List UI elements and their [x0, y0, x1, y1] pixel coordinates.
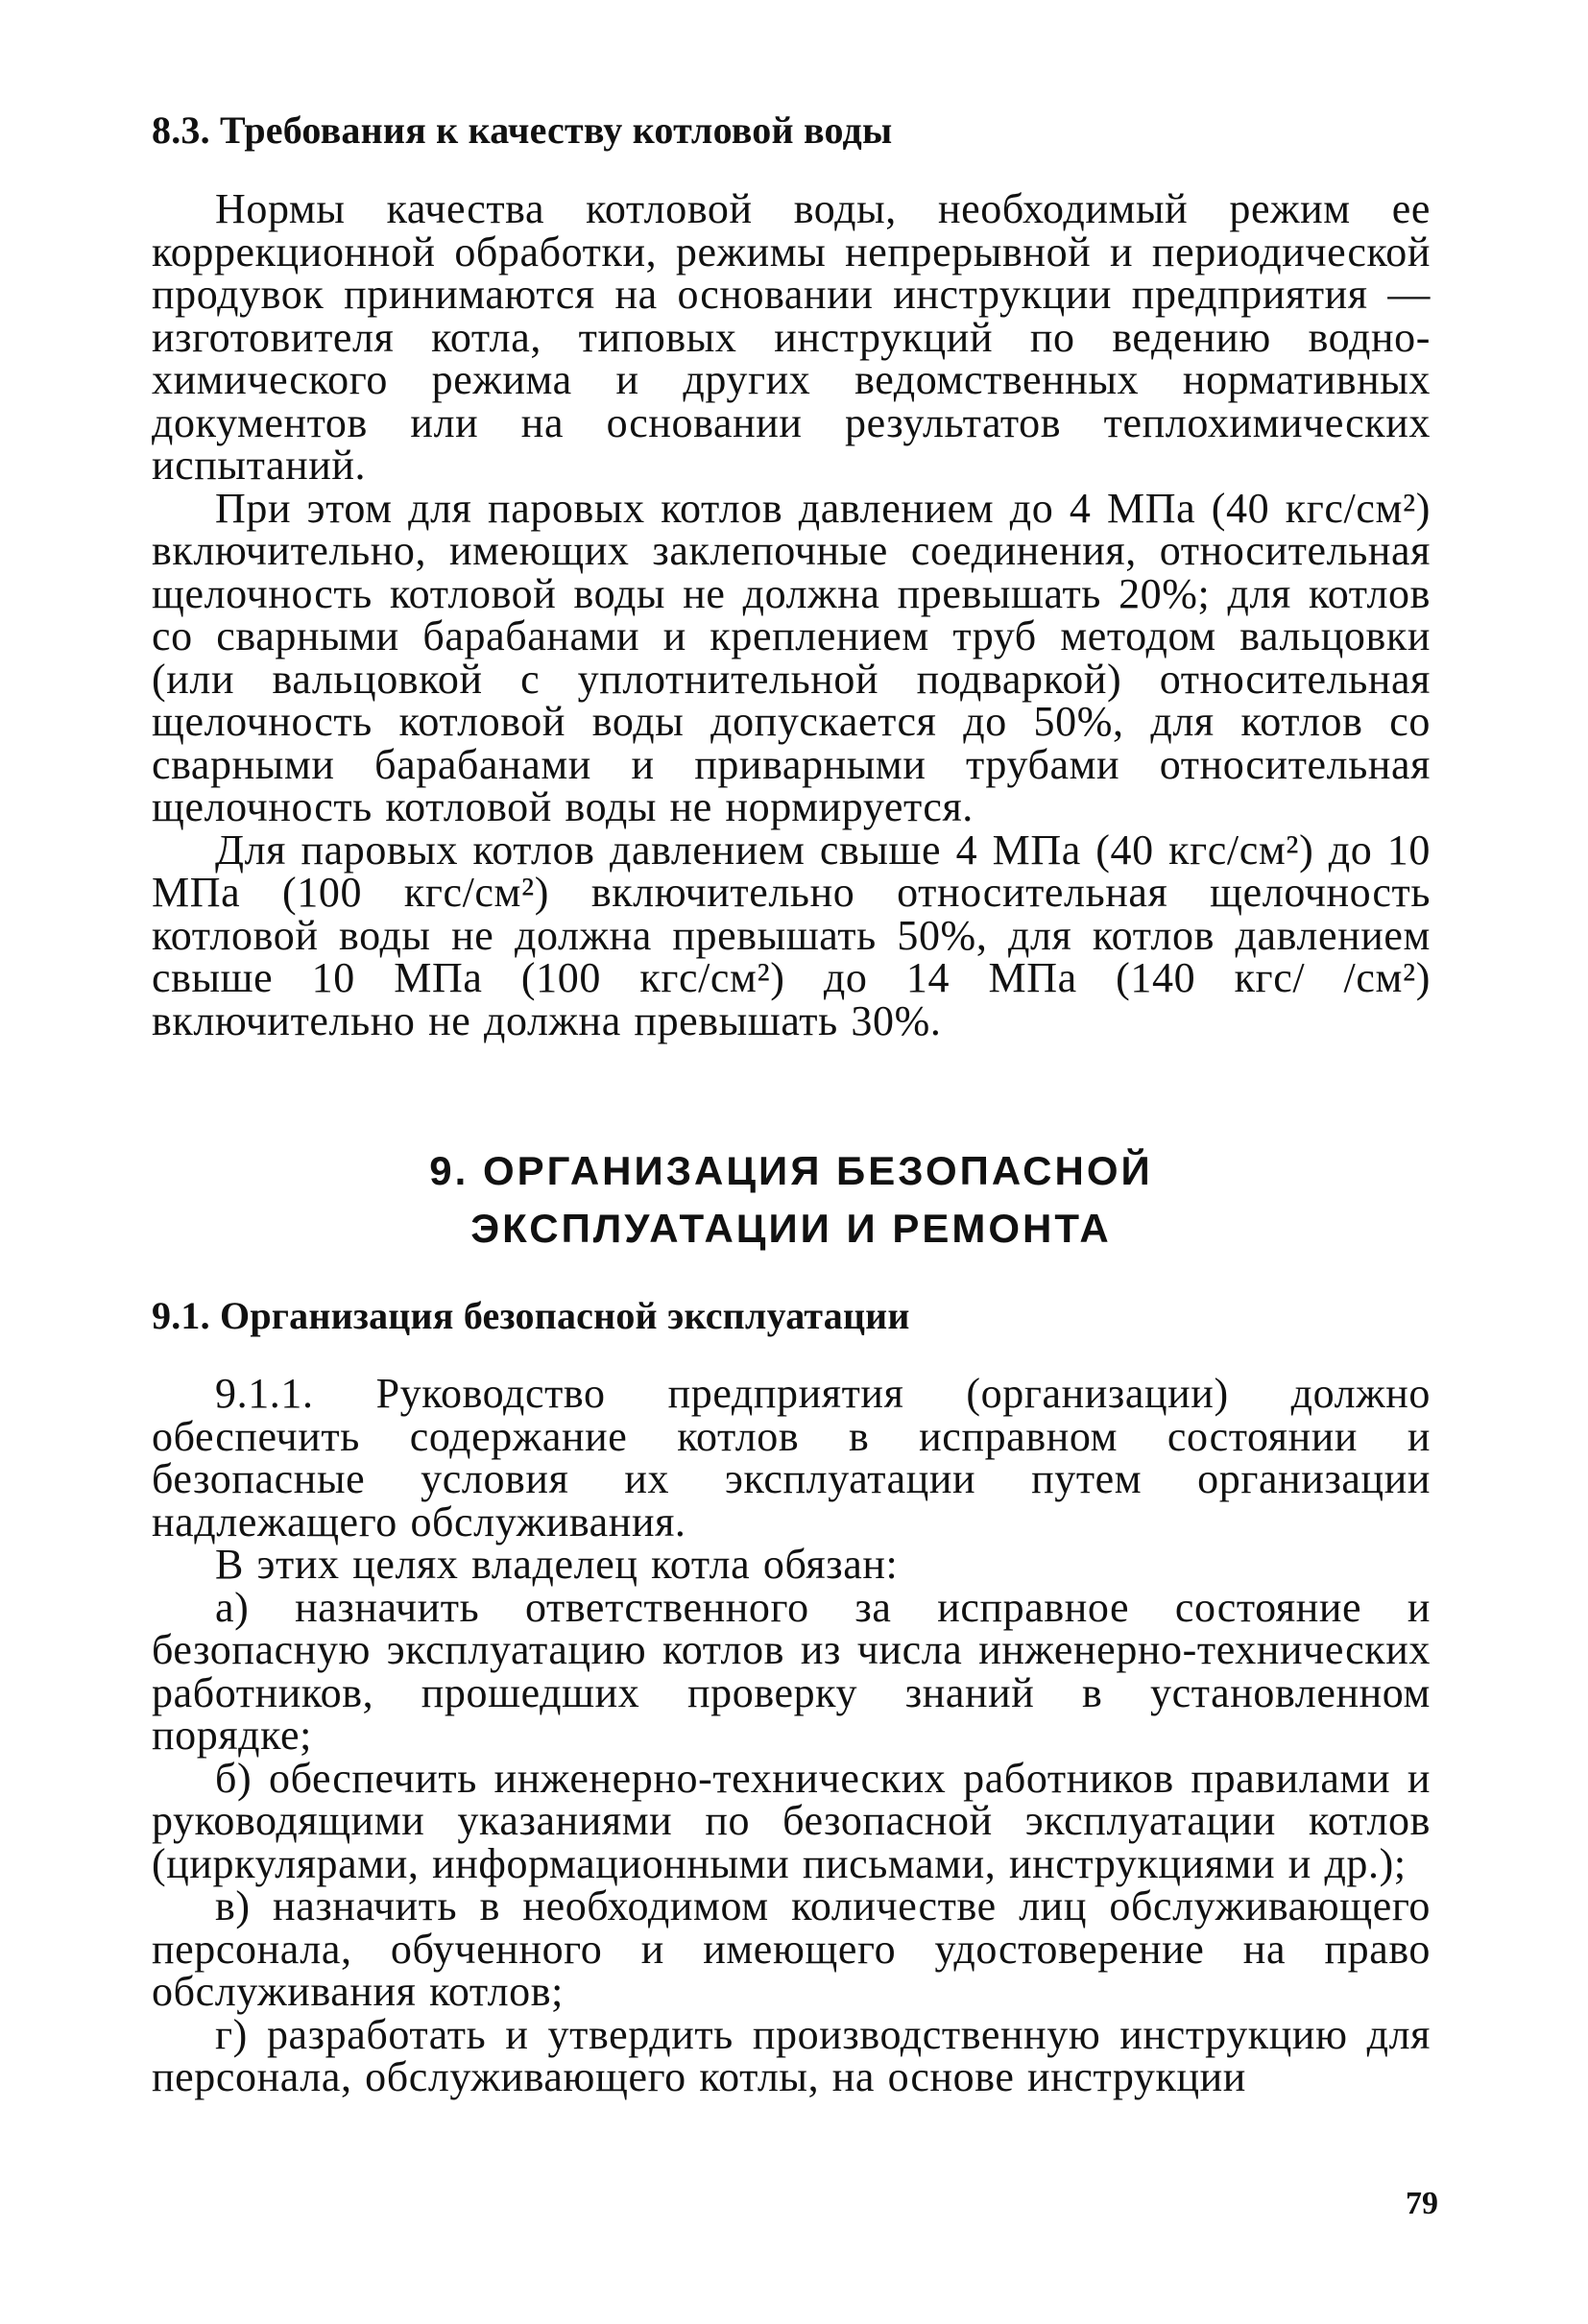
paragraph-water-quality-norms: Нормы качества котловой воды, необходимый режим ее коррекционной обработки, режимы непрерывной и периодической продувок принимаются на основании инструкции предприятия — изготовителя котла, типовых инструкций по ведению водно-химического режима и других ведомственных нормативных документов или на основании результатов теплохимических испытаний. [152, 185, 1431, 489]
section-9-1-heading: 9.1. Организация безопасной эксплуатации [152, 1294, 910, 1337]
section-8-3-heading: 8.3. Требования к качеству котловой воды [152, 108, 893, 152]
section-9-1-body [152, 1370, 1431, 2100]
section-8-3-body [152, 185, 1431, 1044]
list-item-v: в) назначить в необходимом количестве лиц обслуживающего персонала, обученного и имеющего удостоверение на право обслуживания котлов; [152, 1882, 1431, 2015]
chapter-9-title-line-1: 9. ОРГАНИЗАЦИЯ БЕЗОПАСНОЙ [429, 1148, 1153, 1193]
paragraph-9-1-1: 9.1.1. Руководство предприятия (организации) должно обеспечить содержание котлов в исправном состоянии и безопасные условия их эксплуатации путем организации надлежащего обслуживания. [152, 1370, 1431, 1545]
chapter-9-title-line-2: ЭКСПЛУАТАЦИИ И РЕМОНТА [470, 1206, 1112, 1251]
paragraph-alkalinity-4mpa: При этом для паровых котлов давлением до 4 МПа (40 кгс/см²) включительно, имеющих заклепочные соединения, относительная щелочность котловой воды не должна превышать 20%; для котлов со сварными барабанами и креплением труб методом вальцовки (или вальцовкой с уплотнительной подваркой) относительная щелочность котловой воды допускается до 50%, для котлов со сварными барабанами и приварными трубами относительная щелочность котловой воды не нормируется. [152, 484, 1431, 830]
paragraph-alkalinity-10-14mpa: Для паровых котлов давлением свыше 4 МПа (40 кгс/см²) до 10 МПа (100 кгс/см²) включительно относительная щелочность котловой воды не должна превышать 50%, для котлов давлением свыше 10 МПа (100 кгс/см²) до 14 МПа (140 кгс/ /см²) включительно не должна превышать 30%. [152, 826, 1431, 1044]
list-item-g: г) разработать и утвердить производственную инструкцию для персонала, обслуживающего котлы, на основе инструкции [152, 2010, 1431, 2100]
list-item-b: б) обеспечить инженерно-технических работников правилами и руководящими указаниями по безопасной эксплуатации котлов (циркулярами, информационными письмами, инструкциями и др.); [152, 1754, 1431, 1887]
paragraph-owner-obligations: В этих целях владелец котла обязан: [215, 1541, 899, 1588]
page-number: 79 [1406, 2186, 1438, 2221]
list-item-a: а) назначить ответственного за исправное состояние и безопасную эксплуатацию котлов из числа инженерно-технических работников, прошедших проверку знаний в установленном порядке; [152, 1583, 1431, 1759]
chapter-9-title [152, 1142, 1431, 1258]
